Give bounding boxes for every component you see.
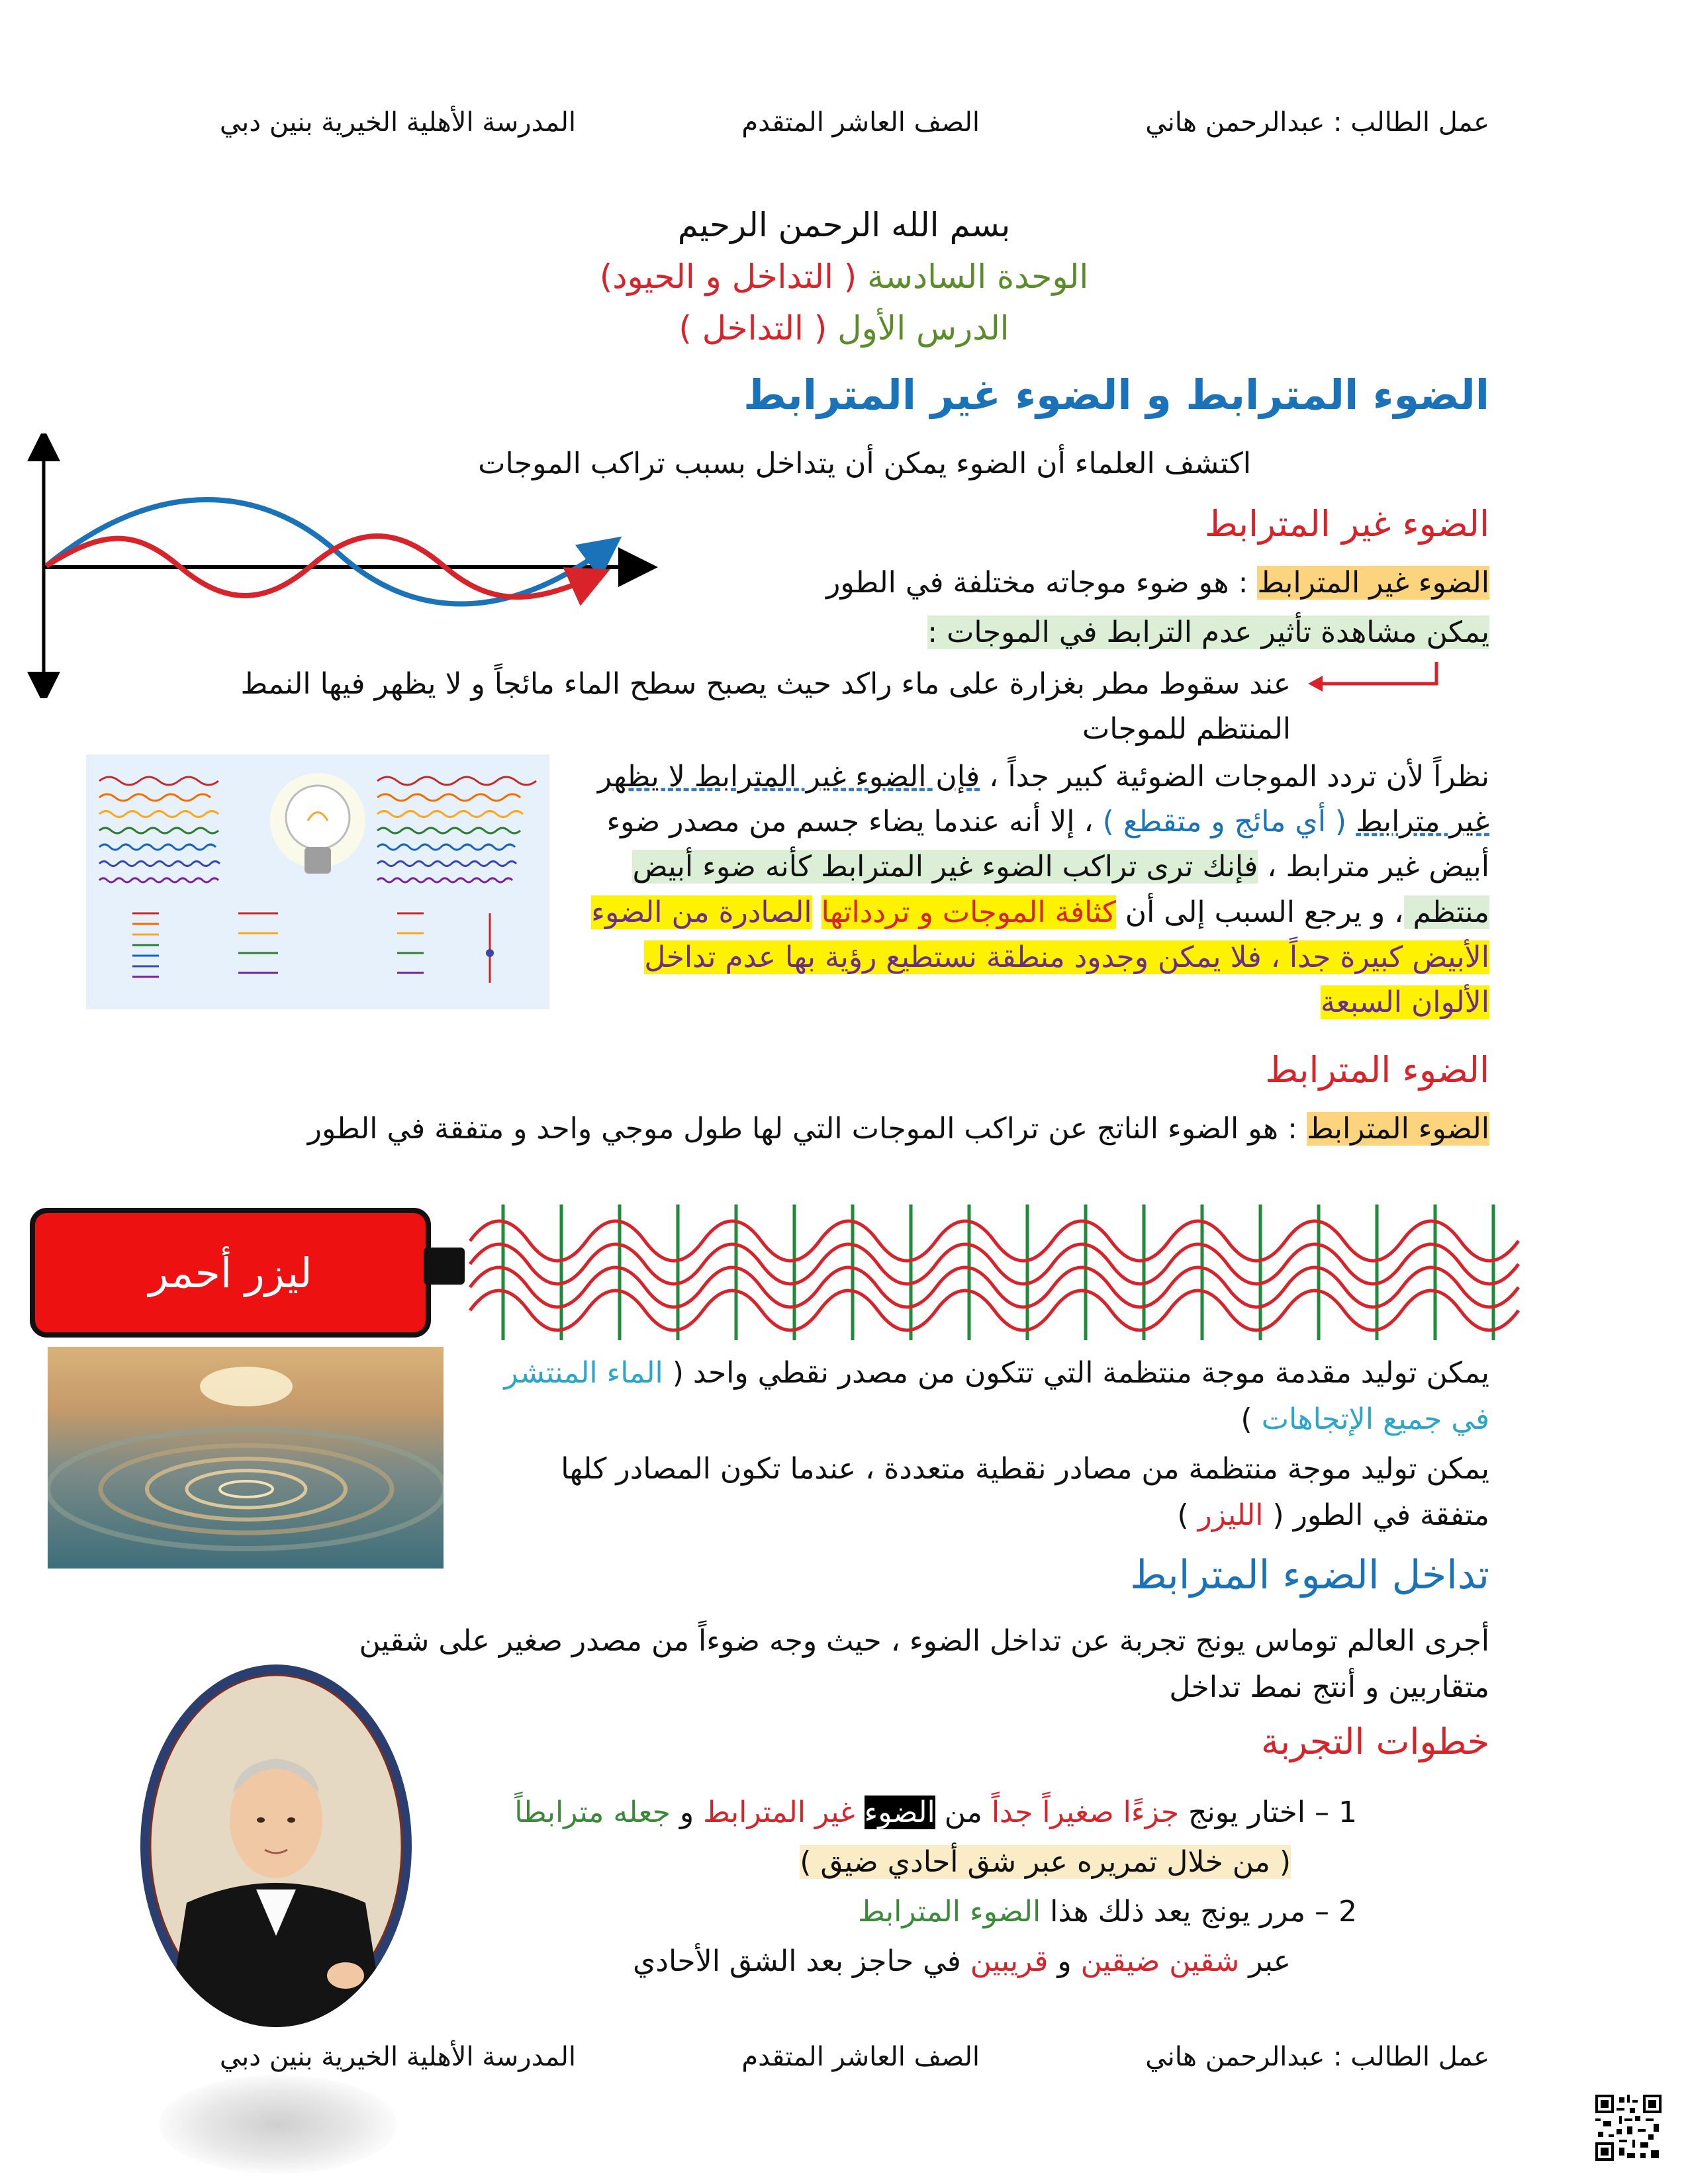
step-2-num: 2 – (1305, 1895, 1357, 1929)
incoherent-term: الضوء غير المترابط (1257, 566, 1489, 600)
unit-title (0, 253, 1688, 300)
step-2-green: الضوء المترابط (858, 1895, 1041, 1929)
coherent-line2-end: ) (1177, 1498, 1198, 1533)
incoherent-p1-c: ، و يرجع السبب إلى أن (1115, 895, 1404, 929)
footer-school: المدرسة الأهلية الخيرية بنين دبي (219, 2042, 576, 2072)
coherent-definition-text: : هو الضوء الناتج عن تراكب الموجات التي لها طول موجي واحد و متفقة في الطور (307, 1112, 1307, 1146)
coherent-line2-red: الليزر (1197, 1498, 1264, 1533)
step-2-d: في حاجز بعد الشق الأحادي (632, 1944, 970, 1978)
incoherent-definition-text: : هو ضوء موجاته مختلفة في الطور (826, 566, 1258, 600)
incoherent-p1-yellow1: كثافة الموجات و تردداتها (821, 895, 1116, 929)
header-grade: الصف العاشر المتقدم (741, 107, 980, 138)
coherent-definition (165, 1112, 1489, 1146)
step-2-red2: قريبين (970, 1944, 1049, 1978)
step-1-a: اختار يونج (1179, 1796, 1306, 1829)
step-1-red1: جزءًا صغيراً جداً (991, 1796, 1180, 1829)
incoherent-p1-green: فإنك ترى تراكب الضوء غير المترابط كأنه ضوء أبيض منتظم (632, 850, 1489, 929)
coherent-heading: الضوء المترابط (1265, 1049, 1489, 1091)
step-1-b: من (935, 1796, 992, 1829)
laser-nozzle (424, 1248, 465, 1285)
lesson-title (0, 305, 1688, 351)
footer-grade: الصف العاشر المتقدم (741, 2042, 980, 2072)
step-1-num: 1 – (1305, 1796, 1357, 1829)
incoherent-heading: الضوء غير المترابط (1204, 503, 1489, 545)
incoherent-example: عند سقوط مطر بغزارة على ماء راكد حيث يصبح سطح الماء مائجاً و لا يظهر فيها النمط المنتظم للموجات (240, 667, 1291, 747)
laser-box (30, 1208, 431, 1338)
step-2 (364, 1889, 1357, 1934)
incoherent-paragraph (576, 754, 1489, 1025)
incoherent-p1-underlined: فإن الضوء غير المترابط لا يظهر غير مترابط (597, 760, 1489, 839)
footer-student: عمل الطالب : عبدالرحمن هاني (1145, 2042, 1489, 2072)
step-1-black: الضوء (864, 1796, 935, 1829)
step-1-paren-line (430, 1840, 1291, 1885)
header-school: المدرسة الأهلية الخيرية بنين دبي (219, 107, 576, 138)
step-2-b: عبر (1239, 1944, 1291, 1978)
qr-code-icon (1595, 2095, 1662, 2161)
lesson-name: ( التداخل ) (679, 309, 827, 347)
example-arrow (1304, 659, 1443, 698)
spectrum-table (132, 913, 494, 983)
shadow-decoration (159, 2075, 397, 2174)
interference-body: أجرى العالم توماس يونج تجربة عن تداخل الضوء ، حيث وجه ضوءاً من مصدر صغير على شقين متقاربين و أنتج نمط تداخل (359, 1624, 1489, 1705)
steps-title: خطوات التجربة (1261, 1721, 1489, 1762)
coherent-line1-text: يمكن توليد مقدمة موجة منتظمة التي تتكون من مصدر نقطي واحد ( (663, 1356, 1489, 1390)
step-1 (232, 1790, 1357, 1835)
step-1-paren: ( من خلال تمريره عبر شق أحادي ضيق ) (800, 1845, 1291, 1879)
coherent-line2-text: يمكن توليد موجة منتظمة من مصادر نقطية متعددة ، عندما تكون المصادر كلها متفقة في الطور ( (561, 1452, 1489, 1533)
step-1-red2: غير المترابط (703, 1796, 865, 1829)
right-waves (377, 777, 536, 882)
thomas-young-portrait (140, 1664, 412, 2027)
coherent-line1-end: ) (1241, 1402, 1262, 1437)
laser-waves (463, 1201, 1562, 1343)
step-2-a: مرر يونج يعد ذلك هذا (1041, 1895, 1306, 1929)
lesson-label: الدرس الأول (837, 309, 1009, 347)
spectrum-image (86, 754, 549, 1009)
intro-block (0, 202, 1688, 351)
interference-title: تداخل الضوء المترابط (1130, 1552, 1489, 1598)
step-2-red1: شقين ضيقين (1080, 1944, 1240, 1978)
step-2-c: و (1048, 1944, 1081, 1978)
water-ripple-image (48, 1347, 444, 1569)
incoherent-p1-b: ، إلا أنه عندما يضاء جسم من مصدر ضوء أبيض غير مترابط ، (606, 805, 1489, 884)
header-student: عمل الطالب : عبدالرحمن هاني (1145, 107, 1489, 138)
unit-name: ( التداخل و الحيود) (599, 257, 857, 296)
incoherent-p1-yellow2: الصادرة من الضوء الأبيض كبيرة جداً ، فلا يمكن وجدود منطقة نستطيع رؤية بها عدم تداخل الألوان السبعة (591, 895, 1489, 1019)
lightbulb-icon (270, 773, 365, 874)
incoherent-effect: يمكن مشاهدة تأثير عدم الترابط في الموجات : (927, 615, 1489, 649)
red-coherent-waves (470, 1221, 1519, 1330)
incoherent-effect-line (563, 615, 1489, 649)
coherent-line1 (496, 1350, 1489, 1443)
unit-label: الوحدة السادسة (867, 257, 1089, 296)
laser-label: ليزر أحمر (148, 1248, 312, 1297)
step-1-c: و (670, 1796, 704, 1829)
section1-intro: اكتشف العلماء أن الضوء يمكن أن يتداخل بسبب تراكب الموجات (478, 447, 1251, 480)
section1-title: الضوء المترابط و الضوء غير المترابط (743, 371, 1489, 419)
step-1-green: جعله مترابطاً (514, 1796, 671, 1829)
coherent-line1-cyan: الماء المنتشر في جميع الإتجاهات (504, 1356, 1489, 1437)
incoherent-p1: نظراً لأن تردد الموجات الضوئية كبير جداً ، (980, 760, 1489, 794)
incoherent-definition (563, 566, 1489, 600)
coherent-term: الضوء المترابط (1306, 1112, 1489, 1146)
basmala: بسم الله الرحمن الرحيم (677, 206, 1011, 244)
coherent-line2 (496, 1446, 1489, 1539)
left-waves (99, 777, 220, 882)
step-2-line2 (430, 1939, 1291, 1984)
incoherent-p1-paren: ( أي مائج و متقطع ) (1093, 805, 1356, 839)
